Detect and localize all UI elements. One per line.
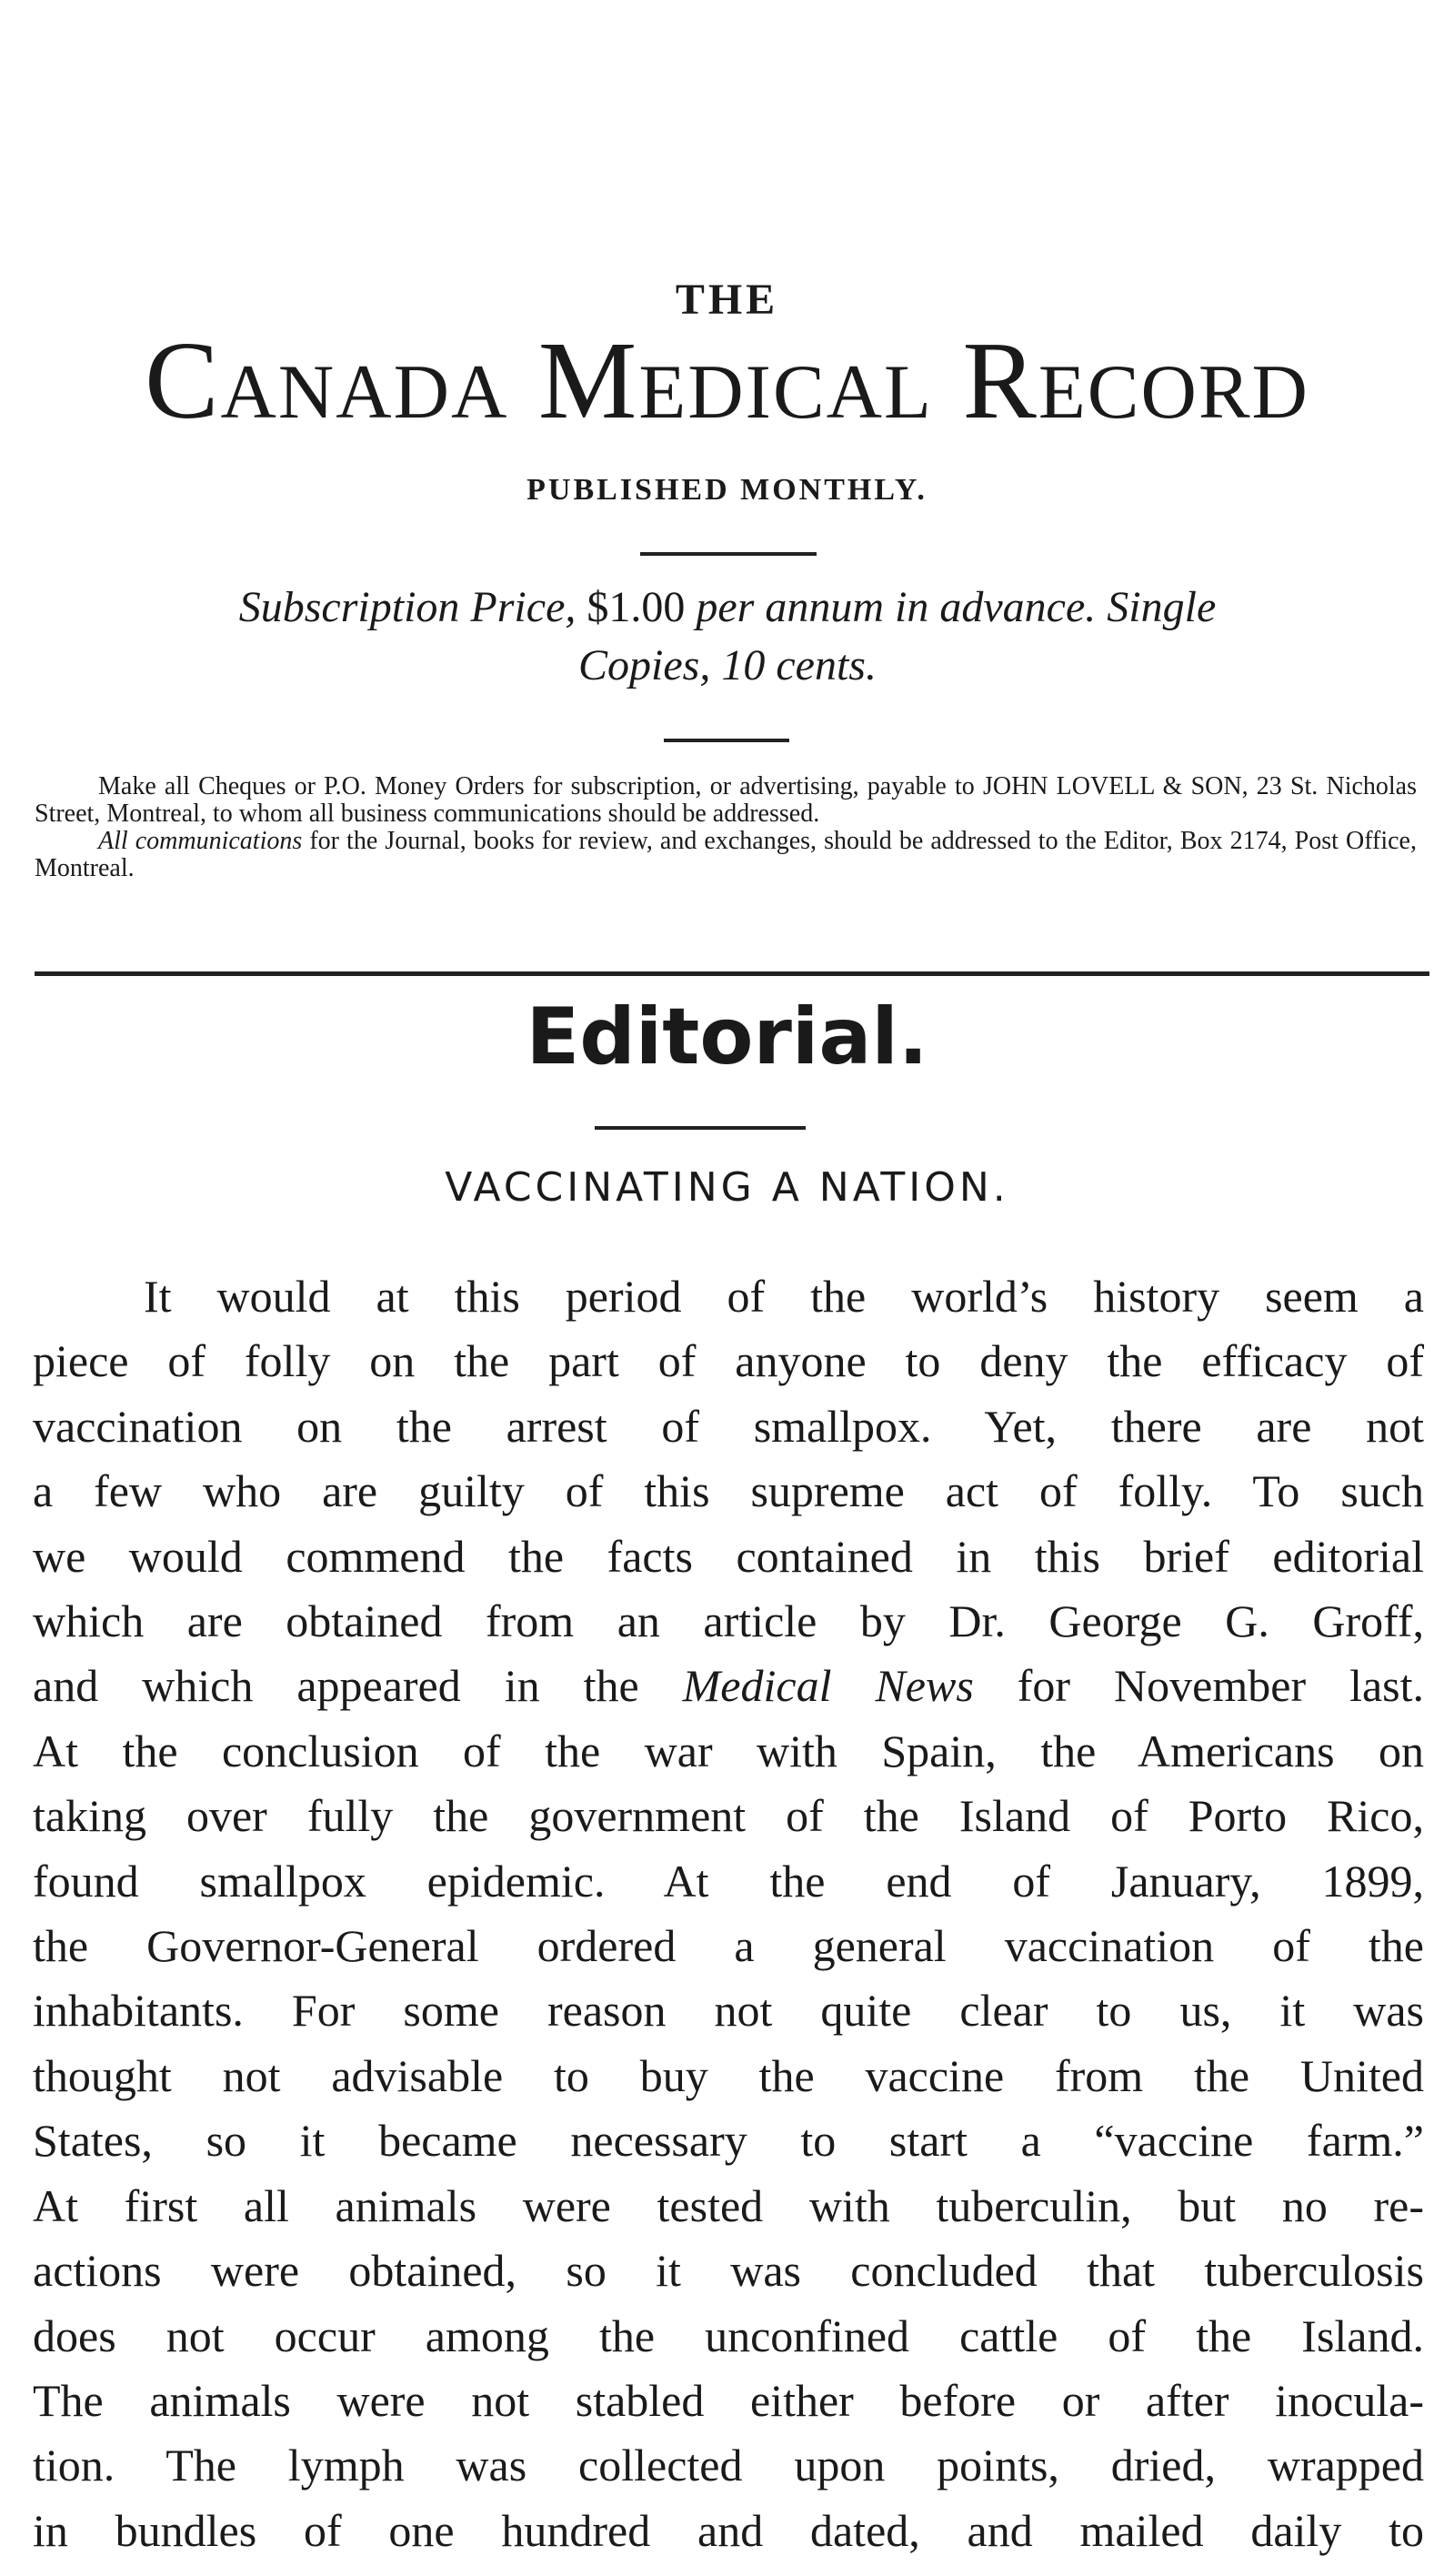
article-line: thought not advisable to buy the vaccine from the United (33, 2049, 1424, 2101)
article-line: does not occur among the unconfined cattle of the Island. (33, 2309, 1424, 2361)
editor-notice (35, 828, 1417, 882)
article-line: in bundles of one hundred and dated, and mailed daily to (33, 2504, 1424, 2556)
journal-reference: Medical News (682, 1660, 974, 1712)
article-line: States, so it became necessary to start a “vaccine farm.” (33, 2115, 1424, 2167)
article-title: VACCINATING A NATION. (445, 1164, 1009, 1211)
article-line: a few who are guilty of this supreme act of folly. To such (33, 1465, 1424, 1517)
subscription-price: $1.00 (587, 583, 686, 631)
article-line: piece of folly on the part of anyone to deny the efficacy of (33, 1335, 1424, 1387)
divider-rule (640, 552, 817, 556)
article-line: vaccination on the arrest of smallpox. Yet, there are not (33, 1400, 1424, 1452)
article-line: tion. The lymph was collected upon points, dried, wrapped (33, 2440, 1424, 2491)
subscription-info (100, 579, 1355, 695)
article-line: At first all animals were tested with tuberculin, but no re- (33, 2179, 1424, 2231)
article-line-start: and which appeared in the (33, 1660, 683, 1712)
article-line: inhabitants. For some reason not quite clear to us, it was (33, 1985, 1424, 2037)
article-body (33, 1264, 1424, 2563)
article-line-end: for November last. (973, 1660, 1425, 1712)
masthead-the: THE (675, 276, 779, 324)
article-line: we would commend the facts contained in this brief editorial (33, 1530, 1424, 1582)
section-rule (35, 971, 1429, 976)
divider-rule (595, 1126, 806, 1130)
publication-frequency: PUBLISHED MONTHLY. (526, 473, 928, 507)
editor-notice-text: for the Journal, books for review, and exchanges, should be addressed to the Editor, Box 2174, Post Office, Montreal. (35, 827, 1417, 882)
section-heading: Editorial. (526, 991, 928, 1082)
subscription-label: Subscription Price, (238, 583, 587, 631)
subscription-terms: per annum in advance. Single (685, 583, 1217, 631)
article-line: It would at this period of the world’s history seem a (144, 1271, 1424, 1322)
payment-notice: Make all Cheques or P.O. Money Orders for subscription, or advertising, payable to JOHN LOVELL & SON, 23 St. Nicholas Street, Montreal, to whom all business communications should be addressed. (35, 772, 1417, 828)
article-line (33, 1654, 1424, 1718)
article-line: At the conclusion of the war with Spain, the Americans on (33, 1725, 1424, 1776)
article-line: The animals were not stabled either before or after inocula- (33, 2374, 1424, 2426)
editor-notice-lead: All communications (98, 827, 303, 855)
journal-title: Canada Medical Record (145, 319, 1309, 442)
single-copy-price: Copies, 10 cents. (578, 641, 877, 689)
article-line: taking over fully the government of the Island of Porto Rico, (33, 1790, 1424, 1842)
article-line: actions were obtained, so it was concluded that tuberculosis (33, 2245, 1424, 2297)
publisher-notice (35, 773, 1417, 882)
article-line: the Governor-General ordered a general vaccination of the (33, 1920, 1424, 1972)
article-line: found smallpox epidemic. At the end of January, 1899, (33, 1855, 1424, 1907)
article-line: which are obtained from an article by Dr. George G. Groff, (33, 1595, 1424, 1647)
divider-rule (664, 739, 789, 742)
